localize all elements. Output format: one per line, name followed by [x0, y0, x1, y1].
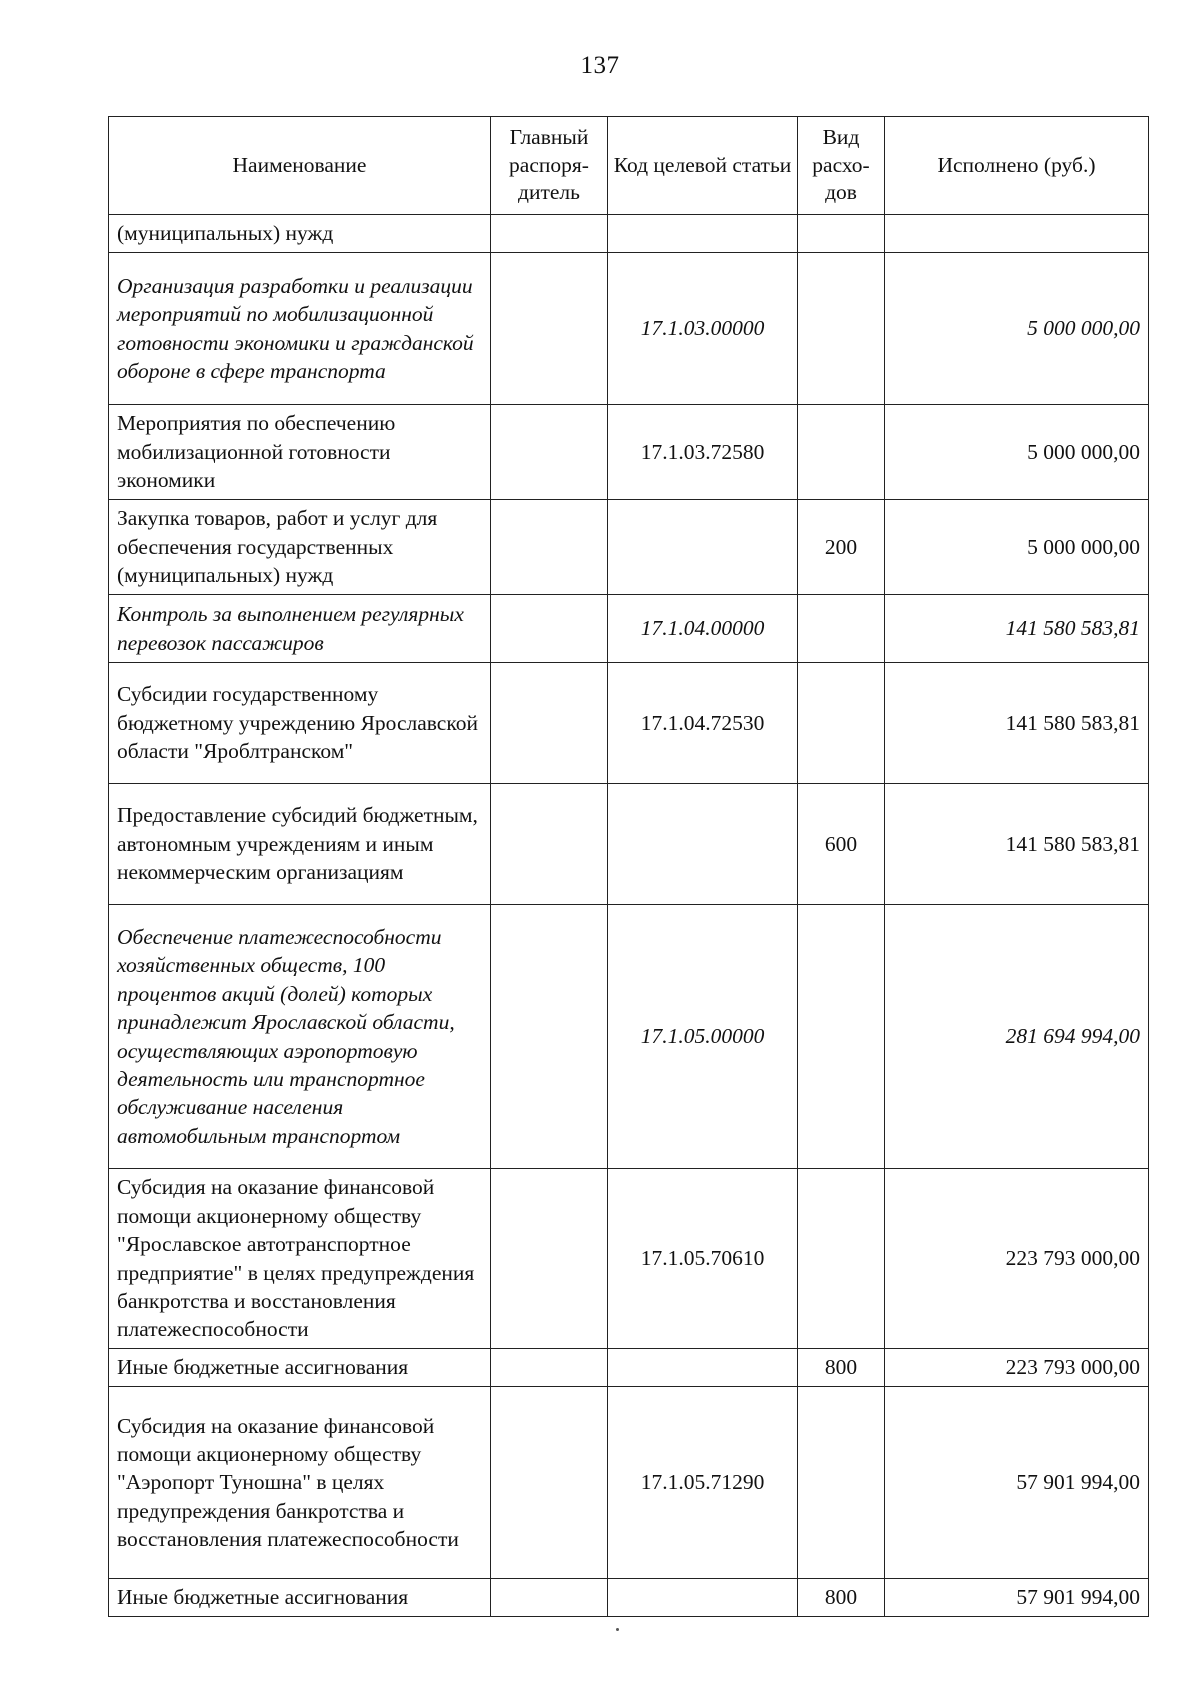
cell-main-manager	[491, 663, 608, 784]
cell-executed: 141 580 583,81	[885, 784, 1149, 905]
cell-target-code	[608, 1349, 798, 1387]
cell-target-code: 17.1.04.00000	[608, 595, 798, 663]
cell-target-code: 17.1.05.71290	[608, 1387, 798, 1579]
cell-target-code: 17.1.05.00000	[608, 905, 798, 1169]
table-row	[109, 1349, 1149, 1387]
table-row	[109, 215, 1149, 253]
cell-executed	[885, 215, 1149, 253]
table-row	[109, 500, 1149, 595]
cell-main-manager	[491, 784, 608, 905]
cell-expense-type	[798, 1169, 885, 1349]
table-row	[109, 663, 1149, 784]
table-row	[109, 253, 1149, 405]
header-target-code: Код целевой статьи	[608, 117, 798, 215]
cell-main-manager	[491, 1579, 608, 1617]
header-name: Наименование	[109, 117, 491, 215]
cell-name: (муниципальных) нужд	[109, 215, 491, 253]
cell-executed: 141 580 583,81	[885, 663, 1149, 784]
cell-executed: 57 901 994,00	[885, 1387, 1149, 1579]
cell-executed: 281 694 994,00	[885, 905, 1149, 1169]
cell-expense-type: 200	[798, 500, 885, 595]
table-row	[109, 405, 1149, 500]
cell-target-code	[608, 500, 798, 595]
cell-name: Предоставление субсидий бюджетным, автономным учреждениям и иным некоммерческим организациям	[109, 784, 491, 905]
cell-name: Закупка товаров, работ и услуг для обеспечения государственных (муниципальных) нужд	[109, 500, 491, 595]
cell-expense-type: 600	[798, 784, 885, 905]
cell-main-manager	[491, 253, 608, 405]
cell-expense-type	[798, 253, 885, 405]
cell-executed: 223 793 000,00	[885, 1349, 1149, 1387]
table-row	[109, 1169, 1149, 1349]
table-row	[109, 905, 1149, 1169]
cell-main-manager	[491, 1387, 608, 1579]
cell-target-code	[608, 784, 798, 905]
budget-table	[108, 116, 1149, 1617]
table-body	[109, 215, 1149, 1617]
table-row	[109, 784, 1149, 905]
cell-executed: 223 793 000,00	[885, 1169, 1149, 1349]
cell-expense-type	[798, 1387, 885, 1579]
cell-name: Субсидия на оказание финансовой помощи акционерному обществу "Аэропорт Туношна" в целях предупреждения банкротства и восстановления платежеспособности	[109, 1387, 491, 1579]
cell-target-code: 17.1.03.00000	[608, 253, 798, 405]
table-row	[109, 595, 1149, 663]
cell-name: Иные бюджетные ассигнования	[109, 1579, 491, 1617]
cell-target-code	[608, 1579, 798, 1617]
cell-expense-type: 800	[798, 1579, 885, 1617]
cell-target-code: 17.1.04.72530	[608, 663, 798, 784]
header-expense-type: Вид расхо-дов	[798, 117, 885, 215]
cell-main-manager	[491, 215, 608, 253]
cell-expense-type	[798, 215, 885, 253]
cell-expense-type: 800	[798, 1349, 885, 1387]
cell-name: Организация разработки и реализации мероприятий по мобилизационной готовности экономики и гражданской обороне в сфере транспорта	[109, 253, 491, 405]
cell-name: Иные бюджетные ассигнования	[109, 1349, 491, 1387]
header-executed: Исполнено (руб.)	[885, 117, 1149, 215]
page-number: 137	[580, 52, 620, 79]
cell-name: Субсидия на оказание финансовой помощи акционерному обществу "Ярославское автотранспортное предприятие" в целях предупреждения банкротства и восстановления платежеспособности	[109, 1169, 491, 1349]
cell-target-code	[608, 215, 798, 253]
cell-main-manager	[491, 595, 608, 663]
cell-main-manager	[491, 1169, 608, 1349]
cell-name: Обеспечение платежеспособности хозяйственных обществ, 100 процентов акций (долей) которых принадлежит Ярославской области, осуществляющих аэропортовую деятельность или транспортное обслуживание населения автомобильным транспортом	[109, 905, 491, 1169]
cell-executed: 5 000 000,00	[885, 405, 1149, 500]
table-row	[109, 1579, 1149, 1617]
cell-expense-type	[798, 905, 885, 1169]
cell-target-code: 17.1.03.72580	[608, 405, 798, 500]
table-header-row	[109, 117, 1149, 215]
cell-name: Мероприятия по обеспечению мобилизационной готовности экономики	[109, 405, 491, 500]
cell-main-manager	[491, 500, 608, 595]
cell-name: Субсидии государственному бюджетному учреждению Ярославской области "Яроблтранском"	[109, 663, 491, 784]
cell-executed: 141 580 583,81	[885, 595, 1149, 663]
cell-expense-type	[798, 595, 885, 663]
cell-target-code: 17.1.05.70610	[608, 1169, 798, 1349]
cell-main-manager	[491, 1349, 608, 1387]
cell-name: Контроль за выполнением регулярных перевозок пассажиров	[109, 595, 491, 663]
cell-expense-type	[798, 663, 885, 784]
cell-expense-type	[798, 405, 885, 500]
cell-executed: 5 000 000,00	[885, 500, 1149, 595]
scan-speck	[616, 1628, 619, 1631]
cell-executed: 57 901 994,00	[885, 1579, 1149, 1617]
cell-main-manager	[491, 405, 608, 500]
cell-main-manager	[491, 905, 608, 1169]
table-row	[109, 1387, 1149, 1579]
header-main-manager: Главный распоря-дитель	[491, 117, 608, 215]
cell-executed: 5 000 000,00	[885, 253, 1149, 405]
